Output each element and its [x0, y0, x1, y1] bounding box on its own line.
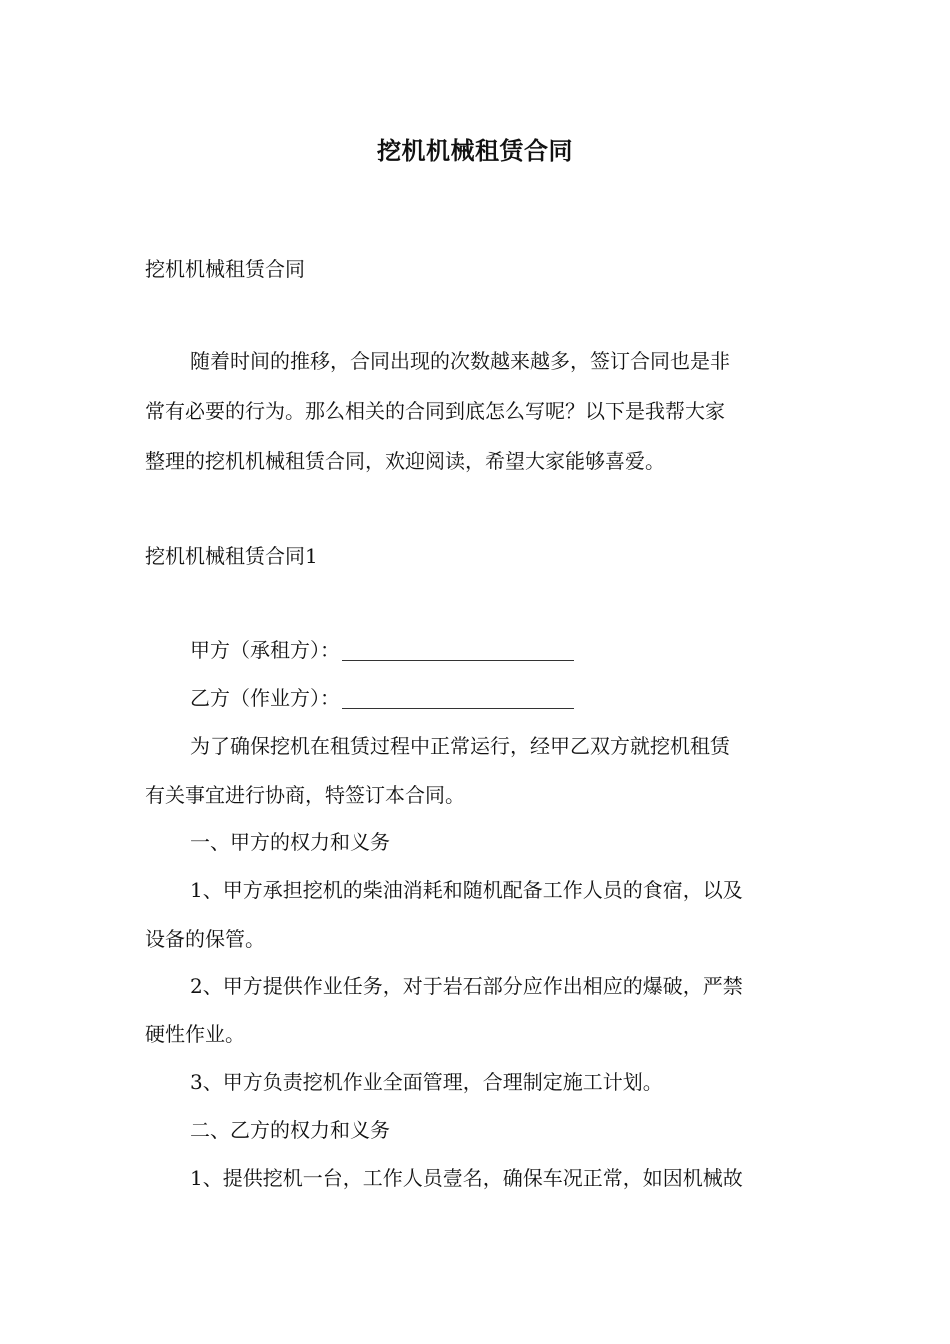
- intro-line-3: 整理的挖机机械租赁合同，欢迎阅读，希望大家能够喜爱。: [145, 449, 665, 473]
- part1-item1-line-1: 1、甲方承担挖机的柴油消耗和随机配备工作人员的食宿，以及: [190, 878, 743, 902]
- part1-item2-line-2: 硬性作业。: [145, 1022, 245, 1046]
- party-b-blank-line: [342, 686, 574, 709]
- part1-item2-line-1: 2、甲方提供作业任务，对于岩石部分应作出相应的爆破，严禁: [190, 974, 743, 998]
- document-title: 挖机机械租赁合同: [377, 137, 573, 165]
- part1-item1-line-2: 设备的保管。: [145, 927, 265, 951]
- intro-line-1: 随着时间的推移，合同出现的次数越来越多，签订合同也是非: [190, 349, 730, 373]
- part2-heading: 二、乙方的权力和义务: [190, 1118, 390, 1142]
- intro-line-2: 常有必要的行为。那么相关的合同到底怎么写呢？以下是我帮大家: [145, 399, 725, 423]
- purpose-line-2: 有关事宜进行协商，特签订本合同。: [145, 783, 465, 807]
- part2-item1-line-1: 1、提供挖机一台，工作人员壹名，确保车况正常，如因机械故: [190, 1166, 743, 1190]
- party-b-row: [190, 683, 810, 713]
- part1-item3: 3、甲方负责挖机作业全面管理，合理制定施工计划。: [190, 1070, 663, 1094]
- document-subtitle: 挖机机械租赁合同: [145, 257, 305, 281]
- party-a-blank-line: [342, 638, 574, 661]
- part1-heading: 一、甲方的权力和义务: [190, 830, 390, 854]
- section-heading: 挖机机械租赁合同1: [145, 544, 318, 568]
- party-a-row: [190, 635, 810, 665]
- purpose-line-1: 为了确保挖机在租赁过程中正常运行，经甲乙双方就挖机租赁: [190, 734, 730, 758]
- party-a-label: 甲方（承租方）：: [190, 638, 340, 662]
- party-b-label: 乙方（作业方）：: [190, 686, 340, 710]
